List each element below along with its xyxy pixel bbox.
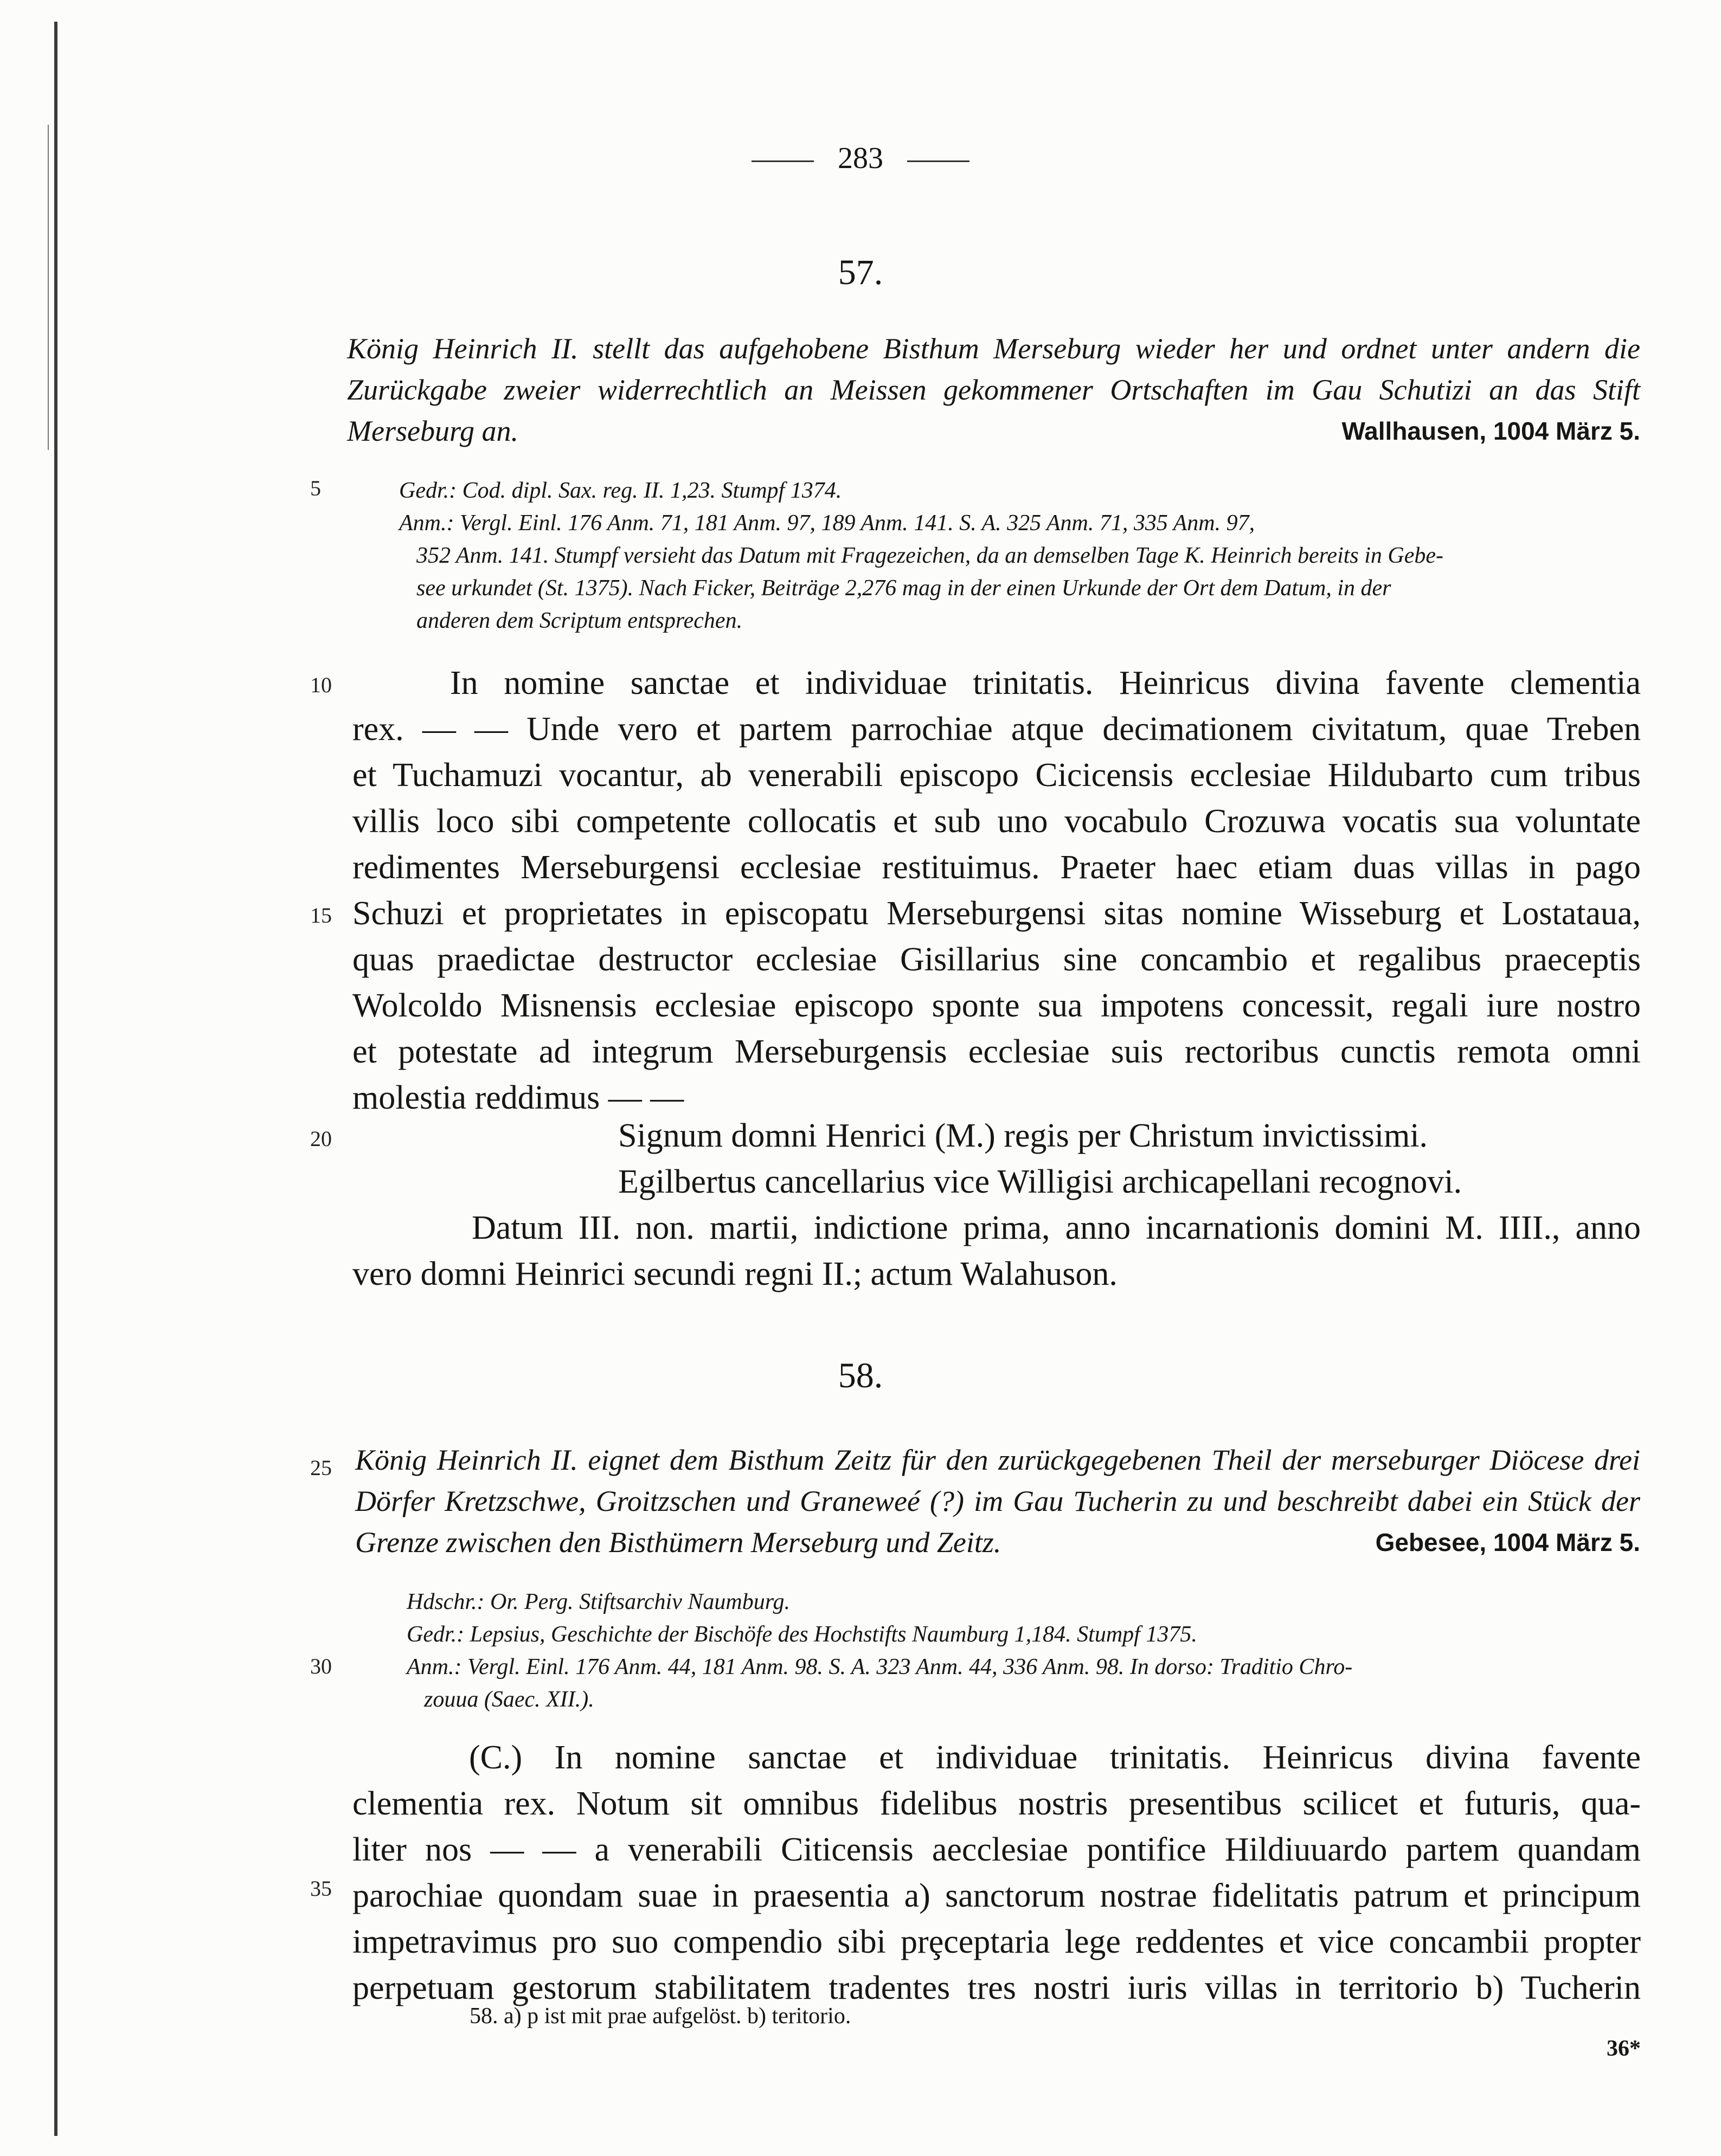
note-line: Gedr.: Lepsius, Geschichte der Bischöfe des Hochstifts Naumburg 1,184. Stumpf 1375. <box>407 1622 1197 1647</box>
datum-line: Datum III. non. martii, indictione prima, anno incarnationis domini M. IIII., anno <box>472 1209 1641 1246</box>
regest-57-text: König Heinrich II. stellt das aufgehobene Bisthum Merseburg wieder her und ordnet unter andern die Zurückgabe zweier widerrechtlich an Meissen gekommener Ortschaften im Gau Schutizi an das Stift Merseburg an. <box>347 332 1640 447</box>
text-line: liter nos — — a venerabili Citicensis aecclesiae pontifice Hildiuuardo partem quandam <box>352 1831 1641 1868</box>
note-line: see urkundet (St. 1375). Nach Ficker, Beiträge 2,276 mag in der einen Urkunde der Ort dem Datum, in der <box>416 576 1391 601</box>
page-number: 283 <box>838 141 883 175</box>
line-number: 30 <box>310 1654 332 1678</box>
running-header <box>0 141 1721 176</box>
note-line: Hdschr.: Or. Perg. Stiftsarchiv Naumburg. <box>407 1589 790 1614</box>
regest-58-text: König Heinrich II. eignet dem Bisthum Zeitz für den zurückgegebenen Theil der merseburger Diöcese drei Dörfer Kretzschwe, Groitzschen und Graneweé (?) im Gau Tucherin zu und beschreibt dabei ein Stück der Grenze zwischen den Bisthümern Merseburg und Zeitz. <box>355 1444 1640 1559</box>
text-line: impetravimus pro suo compendio sibi prȩceptaria lege reddentes et vice concambii propter <box>352 1923 1641 1960</box>
note-line: Anm.: Vergl. Einl. 176 Anm. 44, 181 Anm. 98. S. A. 323 Anm. 44, 336 Anm. 98. In dorso: Traditio Chro- <box>407 1655 1353 1679</box>
regest-58 <box>355 1439 1640 1563</box>
notes-57 <box>399 474 1641 637</box>
document-number-57: 57. <box>838 253 883 292</box>
scan-binding-edge <box>54 22 57 2136</box>
line-number: 25 <box>310 1456 332 1480</box>
text-line: clementia rex. Notum sit omnibus fidelibus nostris presentibus scilicet et futuris, qua- <box>352 1785 1641 1822</box>
line-number: 35 <box>310 1876 332 1901</box>
text-line: et potestate ad integrum Merseburgensis ecclesiae suis rectoribus cunctis remota omni <box>352 1033 1641 1070</box>
text-line: quas praedictae destructor ecclesiae Gisillarius sine concambio et regalibus praeceptis <box>352 941 1641 978</box>
text-line: villis loco sibi competente collocatis et sub uno vocabulo Crozuwa vocatis sua voluntate <box>352 803 1641 840</box>
regest-57 <box>347 328 1640 452</box>
signum-line: Signum domni Henrici (M.) regis per Christum invictissimi. <box>618 1117 1428 1154</box>
text-line: et Tuchamuzi vocantur, ab venerabili episcopo Cicicensis ecclesiae Hildubarto cum tribus <box>352 757 1641 794</box>
document-number-58: 58. <box>838 1356 883 1395</box>
text-line: In nomine sanctae et individuae trinitatis. Heinricus divina favente clementia <box>450 665 1641 701</box>
datum-line: vero domni Heinrici secundi regni II.; actum Walahuson. <box>352 1256 1118 1292</box>
note-line: anderen dem Scriptum entsprechen. <box>416 608 743 633</box>
charter-text-57 <box>352 660 1641 1121</box>
text-line: Schuzi et proprietates in episcopatu Merseburgensi sitas nomine Wisseburg et Lostataua, <box>352 895 1641 932</box>
text-line: molestia reddimus — — <box>352 1079 684 1116</box>
line-number: 20 <box>310 1127 332 1151</box>
text-line: Wolcoldo Misnensis ecclesiae episcopo sponte sua impotens concessit, regali iure nostro <box>352 987 1641 1024</box>
header-rule-right <box>907 160 969 162</box>
footnote-58: 58. a) p ist mit prae aufgelöst. b) teritorio. <box>470 2004 851 2029</box>
text-line: rex. — — Unde vero et partem parrochiae atque decimationem civitatum, quae Treben <box>352 711 1641 748</box>
line-number: 15 <box>310 903 332 928</box>
recognition-line: Egilbertus cancellarius vice Willigisi archicapellani recognovi. <box>618 1163 1462 1200</box>
header-rule-left <box>752 160 814 162</box>
note-line: Anm.: Vergl. Einl. 176 Anm. 71, 181 Anm. 97, 189 Anm. 141. S. A. 325 Anm. 71, 335 Anm. 97, <box>399 511 1255 536</box>
line-number: 10 <box>310 673 332 697</box>
text-line: perpetuam gestorum stabilitatem tradentes tres nostri iuris villas in territorio b) Tucherin <box>352 1970 1641 2006</box>
note-line: Gedr.: Cod. dipl. Sax. reg. II. 1,23. Stumpf 1374. <box>399 478 842 503</box>
note-line: 352 Anm. 141. Stumpf versieht das Datum mit Fragezeichen, da an demselben Tage K. Heinrich bereits in Gebe- <box>416 543 1444 568</box>
signature-block-57 <box>618 1113 1462 1205</box>
notes-58 <box>407 1586 1641 1716</box>
note-line: zouua (Saec. XII.). <box>424 1687 594 1712</box>
charter-text-58 <box>352 1735 1641 2011</box>
date-place-57: Wallhausen, 1004 März 5. <box>1341 417 1640 445</box>
printer-signature-mark: 36* <box>1607 2036 1641 2061</box>
datum-57 <box>352 1205 1641 1297</box>
text-line: redimentes Merseburgensi ecclesiae restituimus. Praeter haec etiam duas villas in pago <box>352 849 1641 886</box>
line-number: 5 <box>310 476 321 500</box>
text-line: (C.) In nomine sanctae et individuae trinitatis. Heinricus divina favente <box>469 1739 1641 1776</box>
text-line: parochiae quondam suae in praesentia a) sanctorum nostrae fidelitatis patrum et principum <box>352 1877 1641 1914</box>
date-place-58: Gebesee, 1004 März 5. <box>1375 1528 1640 1556</box>
